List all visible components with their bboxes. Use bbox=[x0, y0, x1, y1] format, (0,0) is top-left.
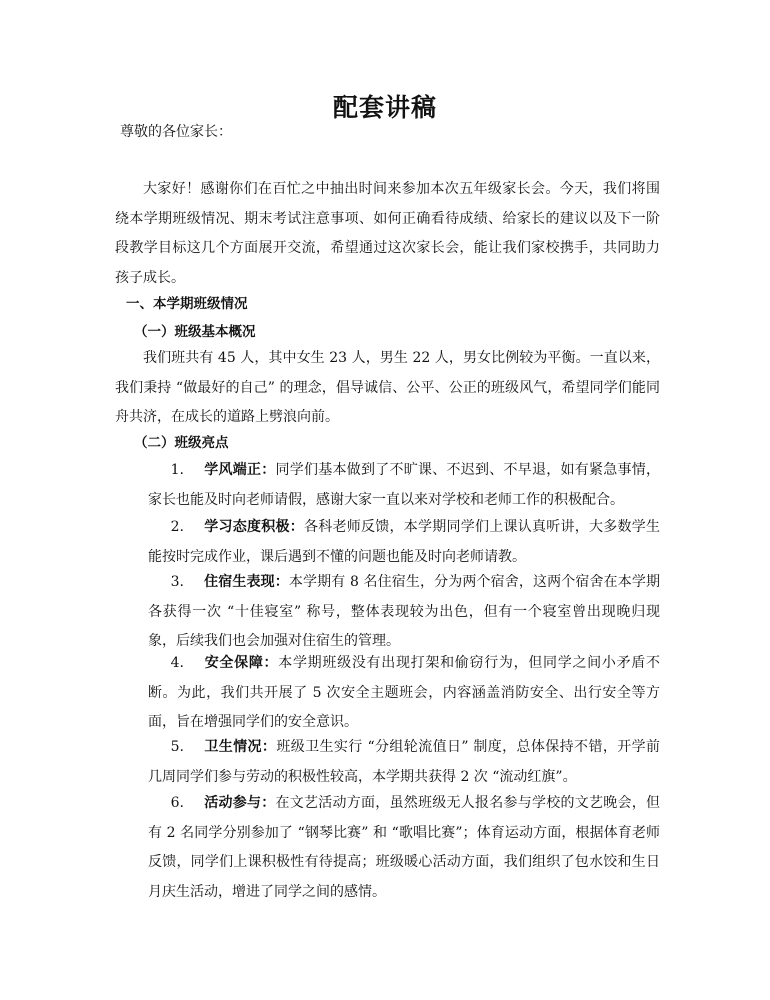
section-heading-class-status: 一、本学期班级情况 bbox=[126, 296, 248, 312]
item-label: 活动参与： bbox=[204, 795, 276, 811]
item-number: 4. bbox=[170, 655, 184, 671]
item-text: 本学期班级没有出现打架和偷窃行为，但同学之间小矛盾不断。为此，我们共开展了 5 次安全主题班会，内容涵盖消防安全、出行安全等方面，旨在增强同学们的安全意识。 bbox=[148, 655, 661, 730]
item-label: 学习态度积极： bbox=[204, 519, 304, 535]
highlight-item bbox=[148, 568, 660, 657]
page-title: 配套讲稿 bbox=[332, 93, 437, 122]
item-text: 班级卫生实行 “分组轮流值日” 制度，总体保持不错，开学前几周同学们参与劳动的积极性较高，本学期共获得 2 次 “流动红旗”。 bbox=[148, 739, 660, 785]
item-number: 1. bbox=[170, 462, 184, 478]
item-number: 2. bbox=[170, 519, 184, 535]
greeting: 尊敬的各位家长： bbox=[120, 124, 232, 140]
subsection-heading-overview: （一）班级基本概况 bbox=[134, 324, 256, 340]
item-label: 卫生情况： bbox=[204, 739, 277, 755]
highlight-item bbox=[148, 733, 660, 792]
overview-paragraph: 我们班共有 45 人，其中女生 23 人，男生 22 人，男女比例较为平衡。一直以来，我们秉持 “做最好的自己” 的理念，倡导诚信、公平、公正的班级风气，希望同学们能同舟共济，在成长的道路上劈浪向前。 bbox=[115, 350, 660, 425]
highlight-item bbox=[148, 513, 660, 572]
item-label: 学风端正： bbox=[204, 462, 276, 478]
item-label: 住宿生表现： bbox=[204, 574, 289, 590]
item-text: 同学们基本做到了不旷课、不迟到、不早退，如有紧急事情，家长也能及时向老师请假，感谢大家一直以来对学校和老师工作的积极配合。 bbox=[148, 462, 660, 508]
item-number: 5. bbox=[170, 739, 184, 755]
highlight-item bbox=[148, 789, 660, 907]
subsection-heading-highlights: （二）班级亮点 bbox=[134, 435, 229, 451]
highlight-item bbox=[148, 649, 660, 738]
item-text: 本学期有 8 名住宿生，分为两个宿舍，这两个宿舍在本学期各获得一次 “十佳寝室” 称号，整体表现较为出色，但有一个寝室曾出现晚归现象，后续我们也会加强对住宿生的管理。 bbox=[148, 574, 660, 649]
item-text: 各科老师反馈，本学期同学们上课认真听讲，大多数学生能按时完成作业，课后遇到不懂的问题也能及时向老师请教。 bbox=[148, 519, 660, 565]
item-number: 3. bbox=[170, 574, 184, 590]
item-label: 安全保障： bbox=[204, 655, 279, 671]
highlight-item bbox=[148, 456, 660, 515]
intro-paragraph: 大家好！感谢你们在百忙之中抽出时间来参加本次五年级家长会。今天，我们将围绕本学期班级情况、期末考试注意事项、如何正确看待成绩、给家长的建议以及下一阶段教学目标这几个方面展开交流，希望通过这次家长会，能让我们家校携手，共同助力孩子成长。 bbox=[115, 181, 660, 286]
item-text: 在文艺活动方面，虽然班级无人报名参与学校的文艺晚会，但有 2 名同学分别参加了 “钢琴比赛” 和 “歌唱比赛”；体育运动方面，根据体育老师反馈，同学们上课积极性有待提高；班级暖心活动方面，我们组织了包水饺和生日月庆生活动，增进了同学之间的感情。 bbox=[148, 795, 660, 900]
item-number: 6. bbox=[170, 795, 184, 811]
